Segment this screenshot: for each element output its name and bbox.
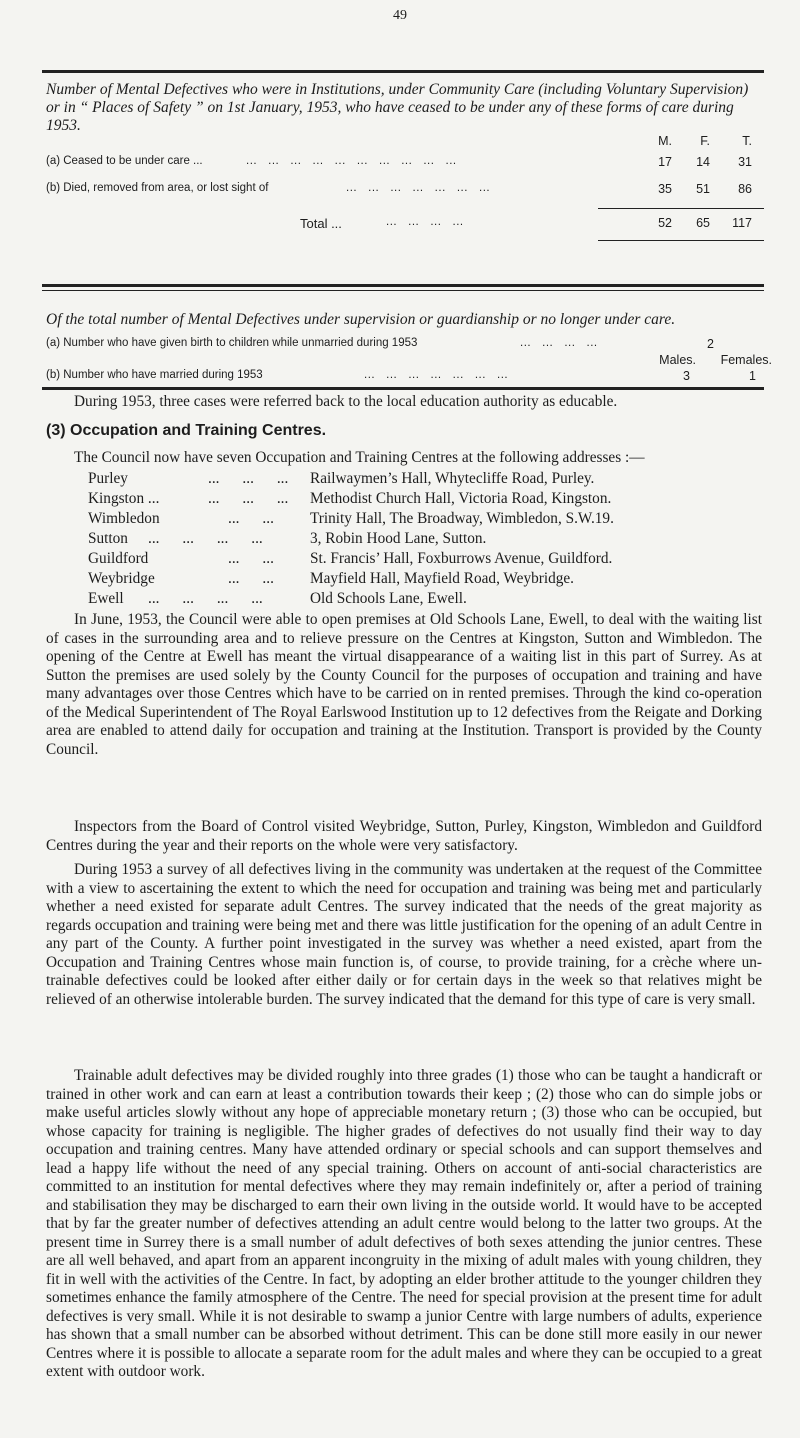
centre-place: Wimbledon [88, 510, 160, 527]
value-females: 1 [749, 369, 756, 383]
col-header-m: M. [658, 134, 672, 148]
col-header-t: T. [742, 134, 752, 148]
table1-total-row [46, 216, 766, 232]
centre-address: Old Schools Lane, Ewell. [310, 590, 467, 607]
paragraph-inspectors: Inspectors from the Board of Control visited Weybridge, Sutton, Purley, Kingston, Wimbledon and Guildford Centres during the year and their reports on the whole were very satisfactory. [46, 818, 762, 854]
top-rule [42, 70, 764, 73]
centre-item [88, 570, 768, 590]
leader-dots: ... ... ... ... ... ... ... [364, 369, 509, 381]
table2-heading: Of the total number of Mental Defectives under supervision or guardianship or no longer under care. [46, 311, 676, 328]
centre-item [88, 550, 768, 570]
table2-row-a [46, 337, 766, 353]
total-t: 117 [732, 216, 752, 230]
leader-dots: ... ... ... ... ... ... ... [346, 182, 491, 194]
total-label: Total ... [300, 216, 342, 231]
total-rule-bottom [598, 240, 764, 241]
row-label: (b) Died, removed from area, or lost sight of [46, 182, 269, 194]
centre-address: Trinity Hall, The Broadway, Wimbledon, S.W.19. [310, 510, 614, 527]
table1-row-a [46, 155, 766, 171]
centre-item [88, 590, 768, 610]
centre-item [88, 470, 768, 490]
paragraph-survey: During 1953 a survey of all defectives living in the community was undertaken at the request of the Committee with a view to ascertaining the extent to which the need for occupation and training was being met and particularly whether a need existed for separate adult Centres. The survey indicated that the needs of the great majority as regards occupation and training were being met and there was little justification for the opening of an adult Centre in any part of the County. A further point investigated in the survey was whether a need existed, apart from the Occupation and Training Centres whose main function is, of course, to provide training, for a crèche where un-trainable defectives could be looked after either daily or for certain days in the week so that relatives might be relieved of an otherwise intolerable burden. The survey indicated that the demand for this type of care is very small. [46, 861, 762, 1008]
leader-dots: ... ... [228, 570, 274, 587]
col-header-males: Males. [659, 353, 696, 367]
centre-place: Weybridge [88, 570, 155, 587]
page-number: 49 [393, 8, 407, 23]
centre-place: Guildford [88, 550, 149, 567]
section-heading: (3) Occupation and Training Centres. [46, 422, 327, 439]
value-a: 2 [707, 337, 714, 351]
centre-item [88, 490, 768, 510]
paragraph-trainable: Trainable adult defectives may be divided roughly into three grades (1) those who can be taught a handicraft or trained in other work and can earn at least a contribution towards their keep ; (2) those who can do simple jobs or make useful articles slowly without any hope of appreciable monetary return ; (3) those who can be occupied, but whose capacity for training is negligible. The higher grades of defectives do not usually find their way to day occupation and training centres. Many have attended ordinary or special schools and can support themselves and lead a happy life without the need of any special training. Others on account of anti-social characteristics are committed to an institution for mental defectives where they may remain indefinitely or, after a period of training and stabilisation they may be discharged to earn their own living in the outside world. It would have to be accepted that by far the greater number of defectives attending an adult centre would belong to the latter two groups. At the present time in Surrey there is a small number of adult defectives of both sexes attending the junior centres. These are all well behaved, and apart from an apparent incongruity in the mixing of adult males with young children, they fit in well with the activities of the Centre. In fact, by adopting an elder brother attitude to the younger children they sometimes enhance the family atmosphere of the Centre. The need for special provision at the present time for adult defectives is very small. While it is not desirable to swamp a junior Centre with large numbers of adults, experience has shown that a small number can be absorbed without detriment. This can be done still more easily in our newer Centres where it is possible to allocate a separate room for the adult males and where they can be occupied to a great extent with outdoor work. [46, 1067, 762, 1380]
table2-row-b [46, 369, 766, 385]
centre-item [88, 530, 768, 550]
centre-address: 3, Robin Hood Lane, Sutton. [310, 530, 487, 547]
centre-address: Methodist Church Hall, Victoria Road, Kingston. [310, 490, 612, 507]
cell-t: 86 [738, 182, 752, 196]
section-rule-1b [42, 290, 764, 291]
table1-row-b [46, 182, 766, 198]
centre-place: Purley [88, 470, 128, 487]
value-males: 3 [683, 369, 690, 383]
row-label: (b) Number who have married during 1953 [46, 369, 263, 381]
cell-m: 35 [658, 182, 672, 196]
centres-intro: The Council now have seven Occupation and Training Centres at the following addresses :— [74, 449, 645, 466]
centre-item [88, 510, 768, 530]
section-rule-1 [42, 284, 764, 287]
total-f: 65 [696, 216, 710, 230]
centre-place: Sutton [88, 530, 128, 547]
section-rule-2 [42, 387, 764, 390]
leader-dots: ... ... ... ... [386, 216, 464, 228]
cell-t: 31 [738, 155, 752, 169]
leader-dots: ... ... ... ... [520, 337, 598, 349]
leader-dots: ... ... ... [208, 470, 289, 487]
leader-dots: ... ... ... ... [148, 590, 263, 607]
leader-dots: ... ... [228, 510, 274, 527]
centre-address: St. Francis’ Hall, Foxburrows Avenue, Guildford. [310, 550, 613, 567]
total-m: 52 [658, 216, 672, 230]
centre-place: Kingston ... [88, 490, 160, 507]
leader-dots: ... ... ... ... [148, 530, 263, 547]
table2-column-headers [46, 353, 772, 369]
row-label: (a) Number who have given birth to children while unmarried during 1953 [46, 337, 418, 349]
centre-place: Ewell [88, 590, 124, 607]
row-label: (a) Ceased to be under care ... [46, 155, 203, 167]
cell-f: 14 [696, 155, 710, 169]
total-rule-top [598, 208, 764, 209]
col-header-f: F. [700, 134, 710, 148]
centre-address: Mayfield Hall, Mayfield Road, Weybridge. [310, 570, 574, 587]
cell-m: 17 [658, 155, 672, 169]
table1-heading: Number of Mental Defectives who were in Institutions, under Community Care (including Voluntary Supervision) or in “ Places of Safety ” on 1st January, 1953, who have ceased to be under any of these forms of care during 1953. [46, 81, 749, 134]
cell-f: 51 [696, 182, 710, 196]
leader-dots: ... ... ... ... ... ... ... ... ... ... [246, 155, 457, 167]
leader-dots: ... ... ... [208, 490, 289, 507]
paragraph-ewell: In June, 1953, the Council were able to open premises at Old Schools Lane, Ewell, to deal with the waiting list of cases in the surrounding area and to relieve pressure on the Centres at Kingston, Sutton and Wimbledon. The opening of the Centre at Ewell has meant the virtual disappearance of a waiting list in this part of Surrey. As at Sutton the premises are used solely by the County Council for the purposes of occupation and training and have many advantages over those Centres which have to be carried on in rented premises. Through the kind co-operation of the Medical Superintendent of The Royal Earlswood Institution up to 12 defectives from the Reigate and Dorking area are enabled to attend daily for occupation and training at the Institution. Transport is provided by the County Council. [46, 611, 762, 758]
leader-dots: ... ... [228, 550, 274, 567]
col-header-females: Females. [720, 353, 772, 367]
centre-address: Railwaymen’s Hall, Whytecliffe Road, Purley. [310, 470, 595, 487]
table1-column-headers [46, 134, 766, 150]
paragraph-referred: During 1953, three cases were referred back to the local education authority as educable. [74, 393, 618, 410]
